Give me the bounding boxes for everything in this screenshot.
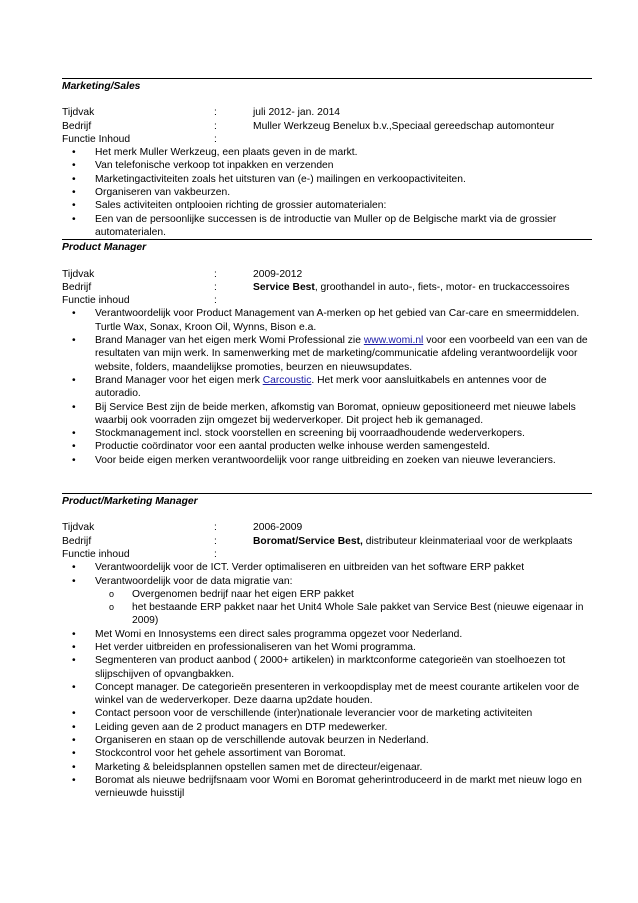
section-divider (62, 78, 592, 79)
list-item: • Voor beide eigen merken verantwoordelijk voor range uitbreiding en zoeken van nieuwe leveranciers. (72, 454, 592, 467)
list-item: • Stockcontrol voor het gehele assortiment van Boromat. (72, 747, 592, 760)
task-list (62, 628, 592, 801)
tijdvak-row: Tijdvak : juli 2012- jan. 2014 (62, 106, 592, 119)
list-item: • Concept manager. De categorieën presenteren in verkoopdisplay met de meest courante artikelen voor de winkel van de wederverkoper. Deze daarna up2date houden. (72, 681, 592, 708)
section-title: Product Manager (62, 242, 147, 254)
section-title: Marketing/Sales (62, 81, 141, 92)
list-item: • Een van de persoonlijke successen is de introductie van Muller op de Belgische markt via de grossier automaterialen. (72, 213, 592, 240)
list-item: • Van telefonische verkoop tot inpakken en verzenden (72, 159, 592, 172)
tijdvak-row: Tijdvak : 2006-2009 (62, 521, 592, 534)
task-list (62, 561, 592, 588)
list-item: • Verantwoordelijk voor de ICT. Verder optimaliseren en uitbreiden van het software ERP pakket (72, 561, 592, 574)
womi-link[interactable]: www.womi.nl (363, 335, 424, 347)
list-item: • Boromat als nieuwe bedrijfsnaam voor Womi en Boromat geherintroduceerd in de markt met nieuw logo en vernieuwde huisstijl (72, 774, 592, 801)
task-list (62, 146, 592, 239)
tijdvak-row: Tijdvak : 2009-2012 (62, 268, 592, 281)
list-item: • Bij Service Best zijn de beide merken, afkomstig van Boromat, opnieuw gepositioneerd met nieuwe labels waarbij ook voorraden zijn omgezet bij wederverkoper. Dit project heb ik gemanaged. (72, 401, 592, 428)
task-list (62, 307, 592, 467)
list-item: • Organiseren van vakbeurzen. (72, 186, 592, 199)
list-item: • Organiseren en staan op de verschillende autovak beurzen in Nederland. (72, 734, 592, 747)
list-item: • Met Womi en Innosystems een direct sales programma opgezet voor Nederland. (72, 628, 592, 641)
sub-list (62, 588, 592, 628)
list-item: • Sales activiteiten ontplooien richting de grossier automaterialen: (72, 199, 592, 212)
bedrijf-value: Boromat/Service Best, distributeur kleinmateriaal voor de werkplaats (253, 535, 573, 547)
bedrijf-row: Bedrijf : Boromat/Service Best, distributeur kleinmateriaal voor de werkplaats (62, 535, 592, 548)
list-item: • Marketing & beleidsplannen opstellen samen met de directeur/eigenaar. (72, 761, 592, 774)
list-item: • Brand Manager voor het eigen merk Carcoustic. Het merk voor aansluitkabels en antennes voor de autoradio. (72, 374, 592, 401)
bedrijf-value: Muller Werkzeug Benelux b.v.,Speciaal gereedschap automonteur (253, 120, 555, 132)
tijdvak-value: 2009-2012 (253, 268, 303, 280)
bedrijf-row: Bedrijf : Service Best, groothandel in auto-, fiets-, motor- en truckaccessoires (62, 281, 592, 294)
sub-list-item: o Overgenomen bedrijf naar het eigen ERP pakket (109, 588, 592, 601)
tijdvak-value: 2006-2009 (253, 522, 303, 534)
list-item: • Segmenteren van product aanbod ( 2000+ artikelen) in marktconforme categorieën van stoelhoezen tot slijpschijven of opvangbakken. (72, 654, 592, 681)
functie-row: Functie inhoud : (62, 295, 217, 307)
functie-row: Functie Inhoud : (62, 133, 217, 145)
list-item: • Het verder uitbreiden en professionaliseren van het Womi programma. (72, 641, 592, 654)
carcoustic-link[interactable]: Carcoustic (262, 374, 312, 386)
functie-row: Functie inhoud : (62, 548, 217, 560)
list-item: • Verantwoordelijk voor de data migratie van: (72, 575, 592, 588)
list-item: • Het merk Muller Werkzeug, een plaats geven in de markt. (72, 146, 592, 159)
sub-list-item: o het bestaande ERP pakket naar het Unit4 Whole Sale pakket van Service Best (nieuwe eigenaar in 2009) (109, 601, 592, 628)
section-title: Product/Marketing Manager (62, 496, 198, 508)
list-item: • Marketingactiviteiten zoals het uitsturen van (e-) mailingen en verkoopactiviteiten. (72, 173, 592, 186)
list-item: • Stockmanagement incl. stock voorstellen en screening bij voorraadhoudende wederverkopers. (72, 427, 592, 440)
list-item: • Leiding geven aan de 2 product managers en DTP medewerker. (72, 721, 592, 734)
bedrijf-value: Service Best, groothandel in auto-, fiets-, motor- en truckaccessoires (253, 281, 570, 293)
list-item: • Brand Manager van het eigen merk Womi Professional zie www.womi.nl voor een voorbeeld van een van de resultaten van mijn werk. In samenwerking met de marketing/communicatie afdeling verantwoordelijk voor website, folders, maandelijkse promoties, beurzen en nieuwsupdates. (72, 334, 592, 374)
list-item: • Productie coördinator voor een aantal producten welke inhouse werden samengesteld. (72, 440, 592, 453)
list-item: • Contact persoon voor de verschillende (inter)nationale leverancier voor de marketing activiteiten (72, 707, 592, 720)
cv-page (62, 78, 592, 801)
list-item: • Verantwoordelijk voor Product Management van A-merken op het gebied van Car-care en smeermiddelen. Turtle Wax, Sonax, Kroon Oil, Wynns, Bison e.a. (72, 307, 592, 334)
section-divider (62, 493, 592, 494)
tijdvak-value: juli 2012- jan. 2014 (253, 107, 341, 119)
bedrijf-row: Bedrijf : Muller Werkzeug Benelux b.v.,Speciaal gereedschap automonteur (62, 120, 592, 133)
section-divider (62, 239, 592, 240)
